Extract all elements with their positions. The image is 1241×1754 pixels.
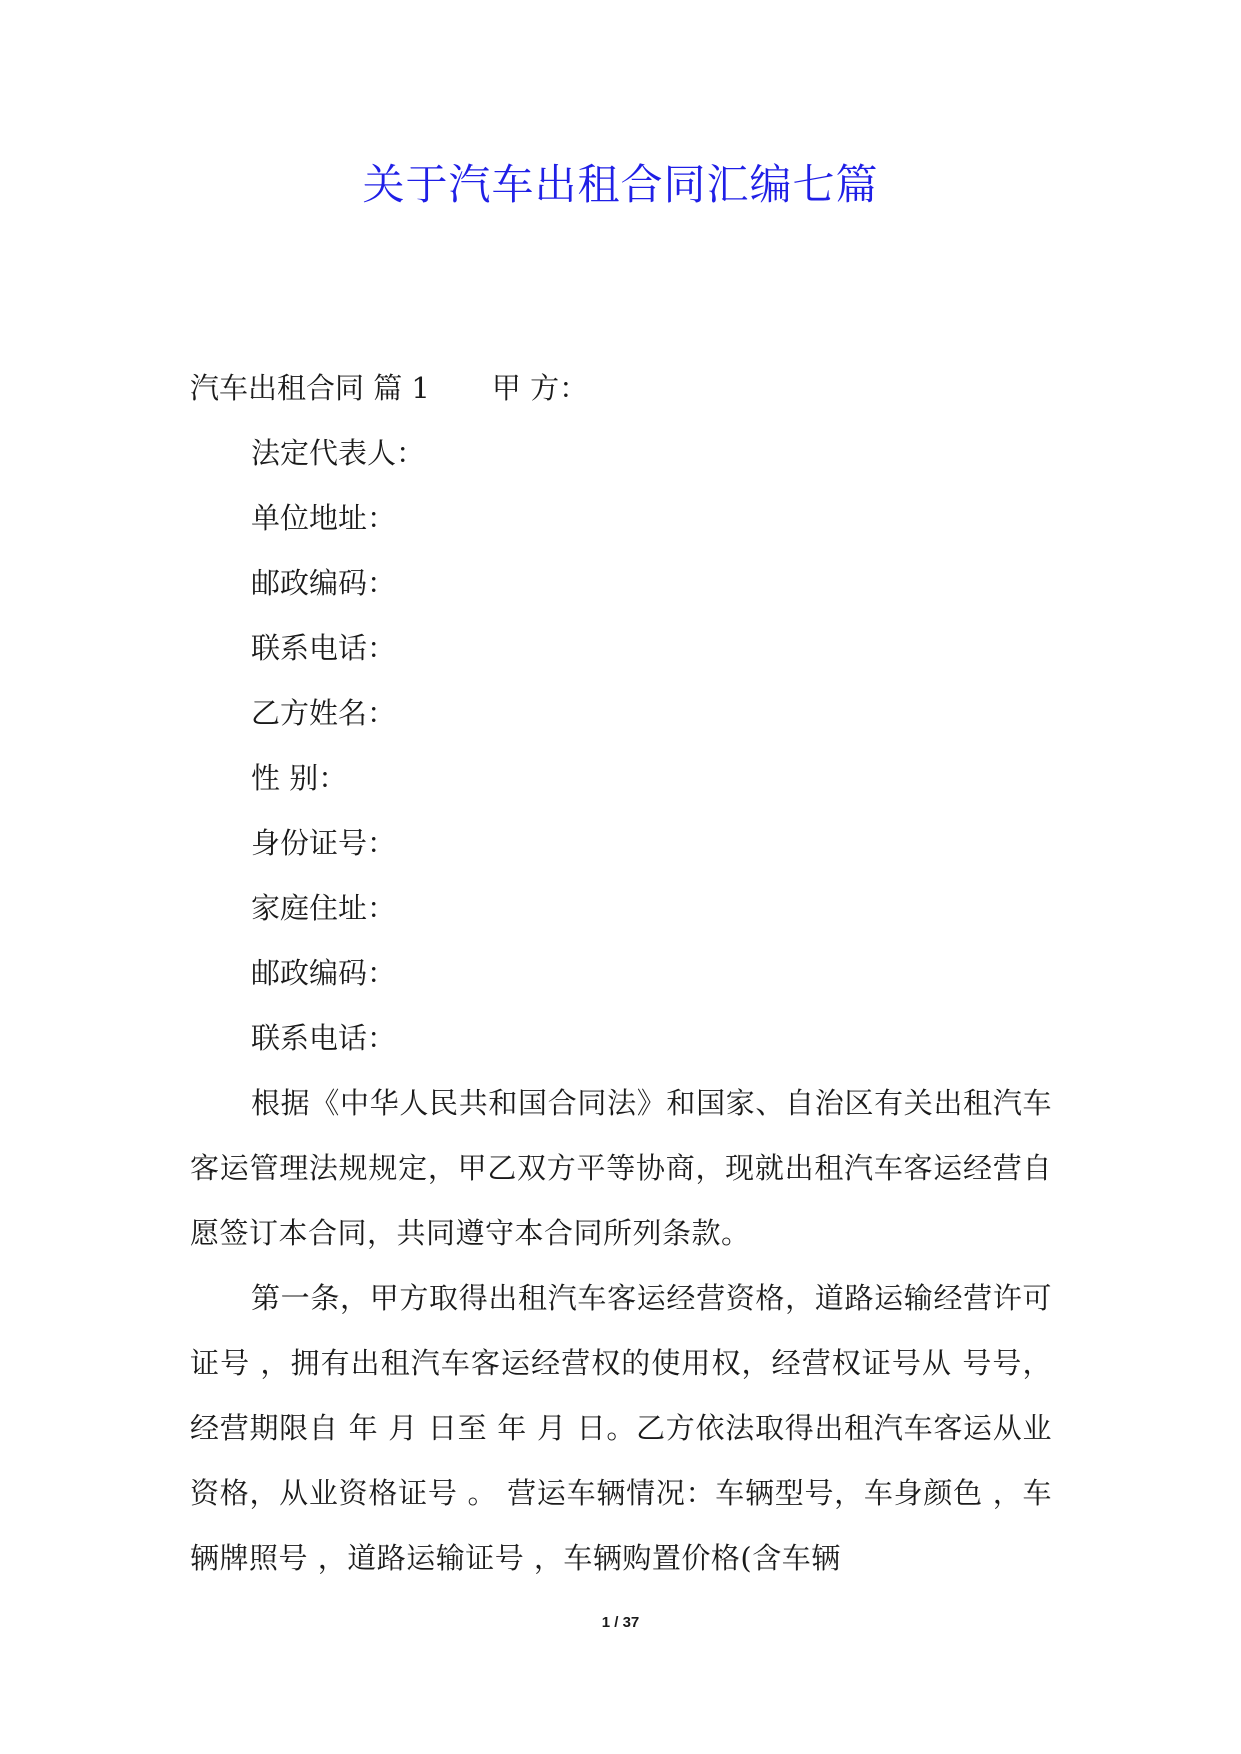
field-home-address: 家庭住址： [251, 891, 397, 925]
field-company-address: 单位地址： [251, 501, 397, 535]
field-legal-representative: 法定代表人： [251, 436, 426, 470]
field-phone-b: 联系电话： [251, 1021, 397, 1055]
field-postal-code-b: 邮政编码： [251, 956, 397, 990]
document-title: 关于汽车出租合同汇编七篇 [362, 160, 879, 209]
field-phone: 联系电话： [251, 631, 397, 665]
section-heading: 汽车出租合同 篇 1 [190, 371, 430, 405]
field-postal-code: 邮政编码： [251, 566, 397, 600]
paragraph-preamble: 根据《中华人民共和国合同法》和国家、自治区有关出租汽车客运管理法规规定，甲乙双方平等协商，现就出租汽车客运经营自愿签订本合同，共同遵守本合同所列条款。 [190, 1086, 1052, 1250]
party-a-label: 甲 方： [491, 371, 589, 405]
document-body [190, 356, 1052, 1591]
page-number: 1 / 37 [601, 1614, 640, 1631]
field-gender: 性 别： [251, 761, 348, 795]
field-party-b-name: 乙方姓名： [251, 696, 397, 730]
section-heading-line [190, 356, 1052, 421]
paragraph-article-1: 第一条，甲方取得出租汽车客运经营资格，道路运输经营许可证号 ，拥有出租汽车客运经营权的使用权，经营权证号从 号号，经营期限自 年 月 日至 年 月 日。乙方依法取得出租汽车客运从业资格，从业资格证号 。 营运车辆情况：车辆型号，车身颜色 ，车辆牌照号 ，道路运输证号 ，车辆购置价格(含车辆 [190, 1281, 1052, 1575]
field-id-number: 身份证号： [251, 826, 397, 860]
